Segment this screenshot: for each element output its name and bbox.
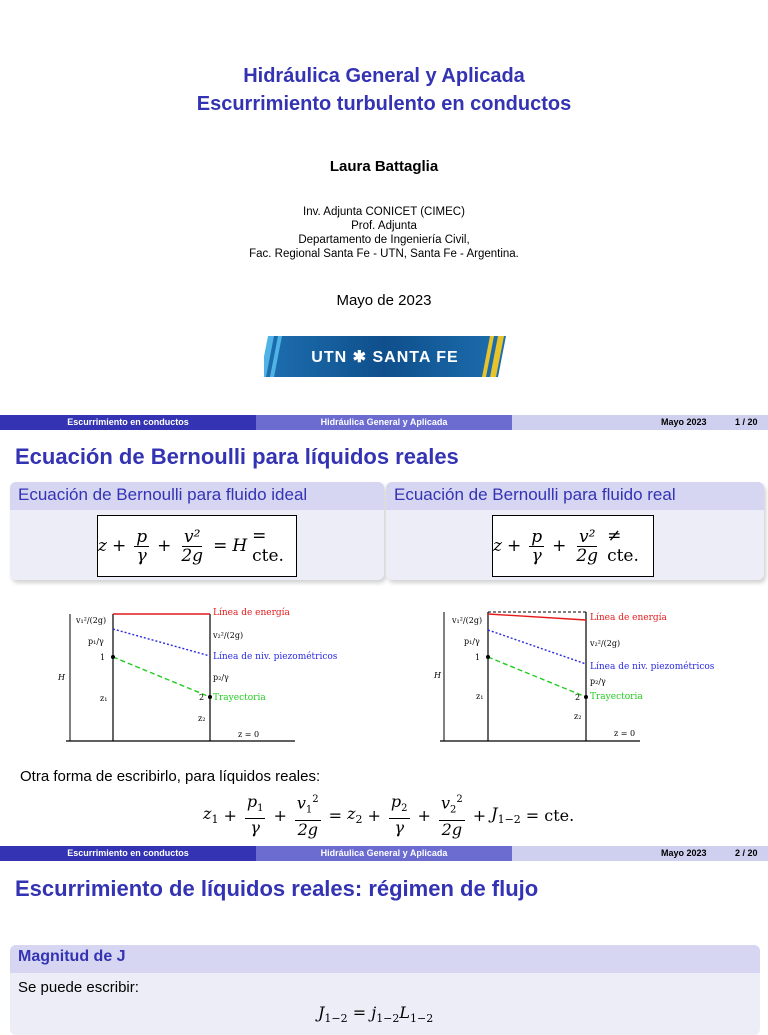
label-trajectory: Trayectoria <box>213 693 266 703</box>
eq2-frac-v1: $\frac{v_1^2}{2g}$ <box>295 791 321 839</box>
label-v2: v₂²/(2g) <box>590 639 621 648</box>
eq-v2: v² <box>184 526 201 547</box>
eq-plus: + <box>506 536 522 556</box>
trajectory-line <box>113 657 210 697</box>
label-v1: v₁²/(2g) <box>452 616 483 625</box>
eq-p: p <box>136 526 148 547</box>
eq2-plus: + <box>367 805 381 825</box>
label-z0: z = 0 <box>614 729 636 738</box>
eq2-plus: + <box>472 805 487 825</box>
other-form-text: Otra forma de escribirlo, para líquidos reales: <box>20 768 321 785</box>
label-v1: v₁²/(2g) <box>76 616 107 625</box>
piezometric-line <box>488 630 586 664</box>
label-p1: p₁/γ <box>464 637 480 646</box>
title-line-1: Hidráulica General y Aplicada <box>243 65 525 87</box>
footer-title: Hidráulica General y Aplicada <box>256 846 512 861</box>
eq2-frac-v2: $\frac{v_2^2}{2g}$ <box>439 791 465 839</box>
label-energy: Línea de energía <box>590 613 667 623</box>
equation-ideal <box>97 515 297 577</box>
eq-gamma: γ <box>531 545 542 566</box>
affiliation-line: Fac. Regional Santa Fe - UTN, Santa Fe - Argentina. <box>249 248 519 260</box>
label-z2: z₂ <box>198 714 206 723</box>
page-number: 1 / 20 <box>735 417 758 427</box>
label-z0: z = 0 <box>238 730 260 739</box>
eq-p: p <box>531 526 543 547</box>
eq-z: z <box>493 536 502 556</box>
affiliation-line: Departamento de Ingeniería Civil, <box>298 234 470 246</box>
point-2 <box>208 695 212 699</box>
utn-logo <box>264 336 506 377</box>
label-H: H <box>434 671 441 680</box>
eq-gamma: γ <box>136 545 147 566</box>
eq-2g: 2g <box>576 545 599 566</box>
eq2-z2: $z_2$ <box>347 803 363 827</box>
eq2-plus: + <box>273 805 287 825</box>
title-line-2: Escurrimiento turbulento en conductos <box>196 93 572 115</box>
eq-frac-v2-2g <box>179 528 205 565</box>
logo-text: UTN ✱ SANTA FE <box>311 349 459 366</box>
eq2-frac-p1: $\frac{p_1}{\gamma}$ <box>246 791 264 838</box>
footer-title: Hidráulica General y Aplicada <box>256 415 512 430</box>
equation-J: $J_{1-2} = j_{1-2}L_{1-2}$ <box>318 1003 434 1026</box>
footer-right <box>512 415 768 430</box>
block-text: Se puede escribir: <box>18 979 139 996</box>
block-real-title: Ecuación de Bernoulli para fluido real <box>386 482 764 510</box>
label-piezo: Línea de niv. piezométricos <box>590 662 715 672</box>
footer-bar <box>0 415 768 430</box>
label-z2: z₂ <box>574 712 582 721</box>
diagram-ideal <box>58 604 348 746</box>
eq2-equals: = <box>328 805 343 825</box>
label-z1: z₁ <box>476 692 484 701</box>
label-1: 1 <box>100 653 106 662</box>
label-energy: Línea de energía <box>213 608 290 618</box>
block-ideal-title: Ecuación de Bernoulli para fluido ideal <box>10 482 384 510</box>
eq-z: z <box>98 536 107 556</box>
label-p2: p₂/γ <box>213 673 229 682</box>
page-number: 2 / 20 <box>735 848 758 858</box>
eq-H: H <box>232 536 248 556</box>
frame-title: Ecuación de Bernoulli para líquidos reales <box>15 444 459 469</box>
footer-right <box>512 846 768 861</box>
eq-cte: = cte. <box>252 526 284 566</box>
eq2-z1: $z_1$ <box>203 803 219 827</box>
eq-neq-cte: ≠ cte. <box>607 526 639 566</box>
label-trajectory: Trayectoria <box>590 692 643 702</box>
block-magnitud-J-title: Magnitud de J <box>10 945 760 973</box>
point-1 <box>486 655 490 659</box>
eq-v2: v² <box>579 526 596 547</box>
point-2 <box>584 695 588 699</box>
footer-bar <box>0 846 768 861</box>
eq-equals: = <box>213 536 228 556</box>
eq-plus: + <box>552 536 567 556</box>
footer-date: Mayo 2023 <box>661 848 707 858</box>
author: Laura Battaglia <box>329 158 439 175</box>
footer-date: Mayo 2023 <box>661 417 707 427</box>
label-p1: p₁/γ <box>88 637 104 646</box>
eq-frac-p-gamma <box>134 528 149 565</box>
label-H: H <box>58 673 65 682</box>
footer-section: Escurrimiento en conductos <box>0 415 256 430</box>
equation-real <box>492 515 654 577</box>
eq-frac-p-gamma <box>529 528 544 565</box>
label-2: 2 <box>199 693 205 702</box>
slide1-title <box>0 62 768 118</box>
frame-title: Escurrimiento de líquidos reales: régimen de flujo <box>15 876 539 901</box>
equation-real-full <box>203 792 574 838</box>
affiliation-line: Prof. Adjunta <box>351 220 417 232</box>
eq-plus: + <box>157 536 172 556</box>
trajectory-line <box>488 657 586 697</box>
affiliation <box>0 205 768 261</box>
eq-frac-v2-2g <box>574 528 600 565</box>
affiliation-line: Inv. Adjunta CONICET (CIMEC) <box>303 206 465 218</box>
label-v2: v₂²/(2g) <box>213 631 244 640</box>
point-1 <box>111 655 115 659</box>
label-z1: z₁ <box>100 694 108 703</box>
label-1: 1 <box>475 653 481 662</box>
eq-2g: 2g <box>181 545 204 566</box>
eq2-plus: + <box>223 805 237 825</box>
eq2-plus: + <box>417 805 431 825</box>
eq2-cte: = cte. <box>525 805 575 825</box>
presentation-date: Mayo de 2023 <box>336 292 432 309</box>
piezometric-line <box>113 629 210 656</box>
label-piezo: Línea de niv. piezométricos <box>213 652 338 662</box>
eq-plus: + <box>111 536 127 556</box>
diagram-real <box>432 604 722 746</box>
eq2-J: $J_{1-2}$ <box>491 803 521 827</box>
label-p2: p₂/γ <box>590 677 606 686</box>
footer-section: Escurrimiento en conductos <box>0 846 256 861</box>
label-2: 2 <box>575 693 581 702</box>
eq2-frac-p2: $\frac{p_2}{\gamma}$ <box>390 791 408 838</box>
energy-line <box>488 614 586 620</box>
